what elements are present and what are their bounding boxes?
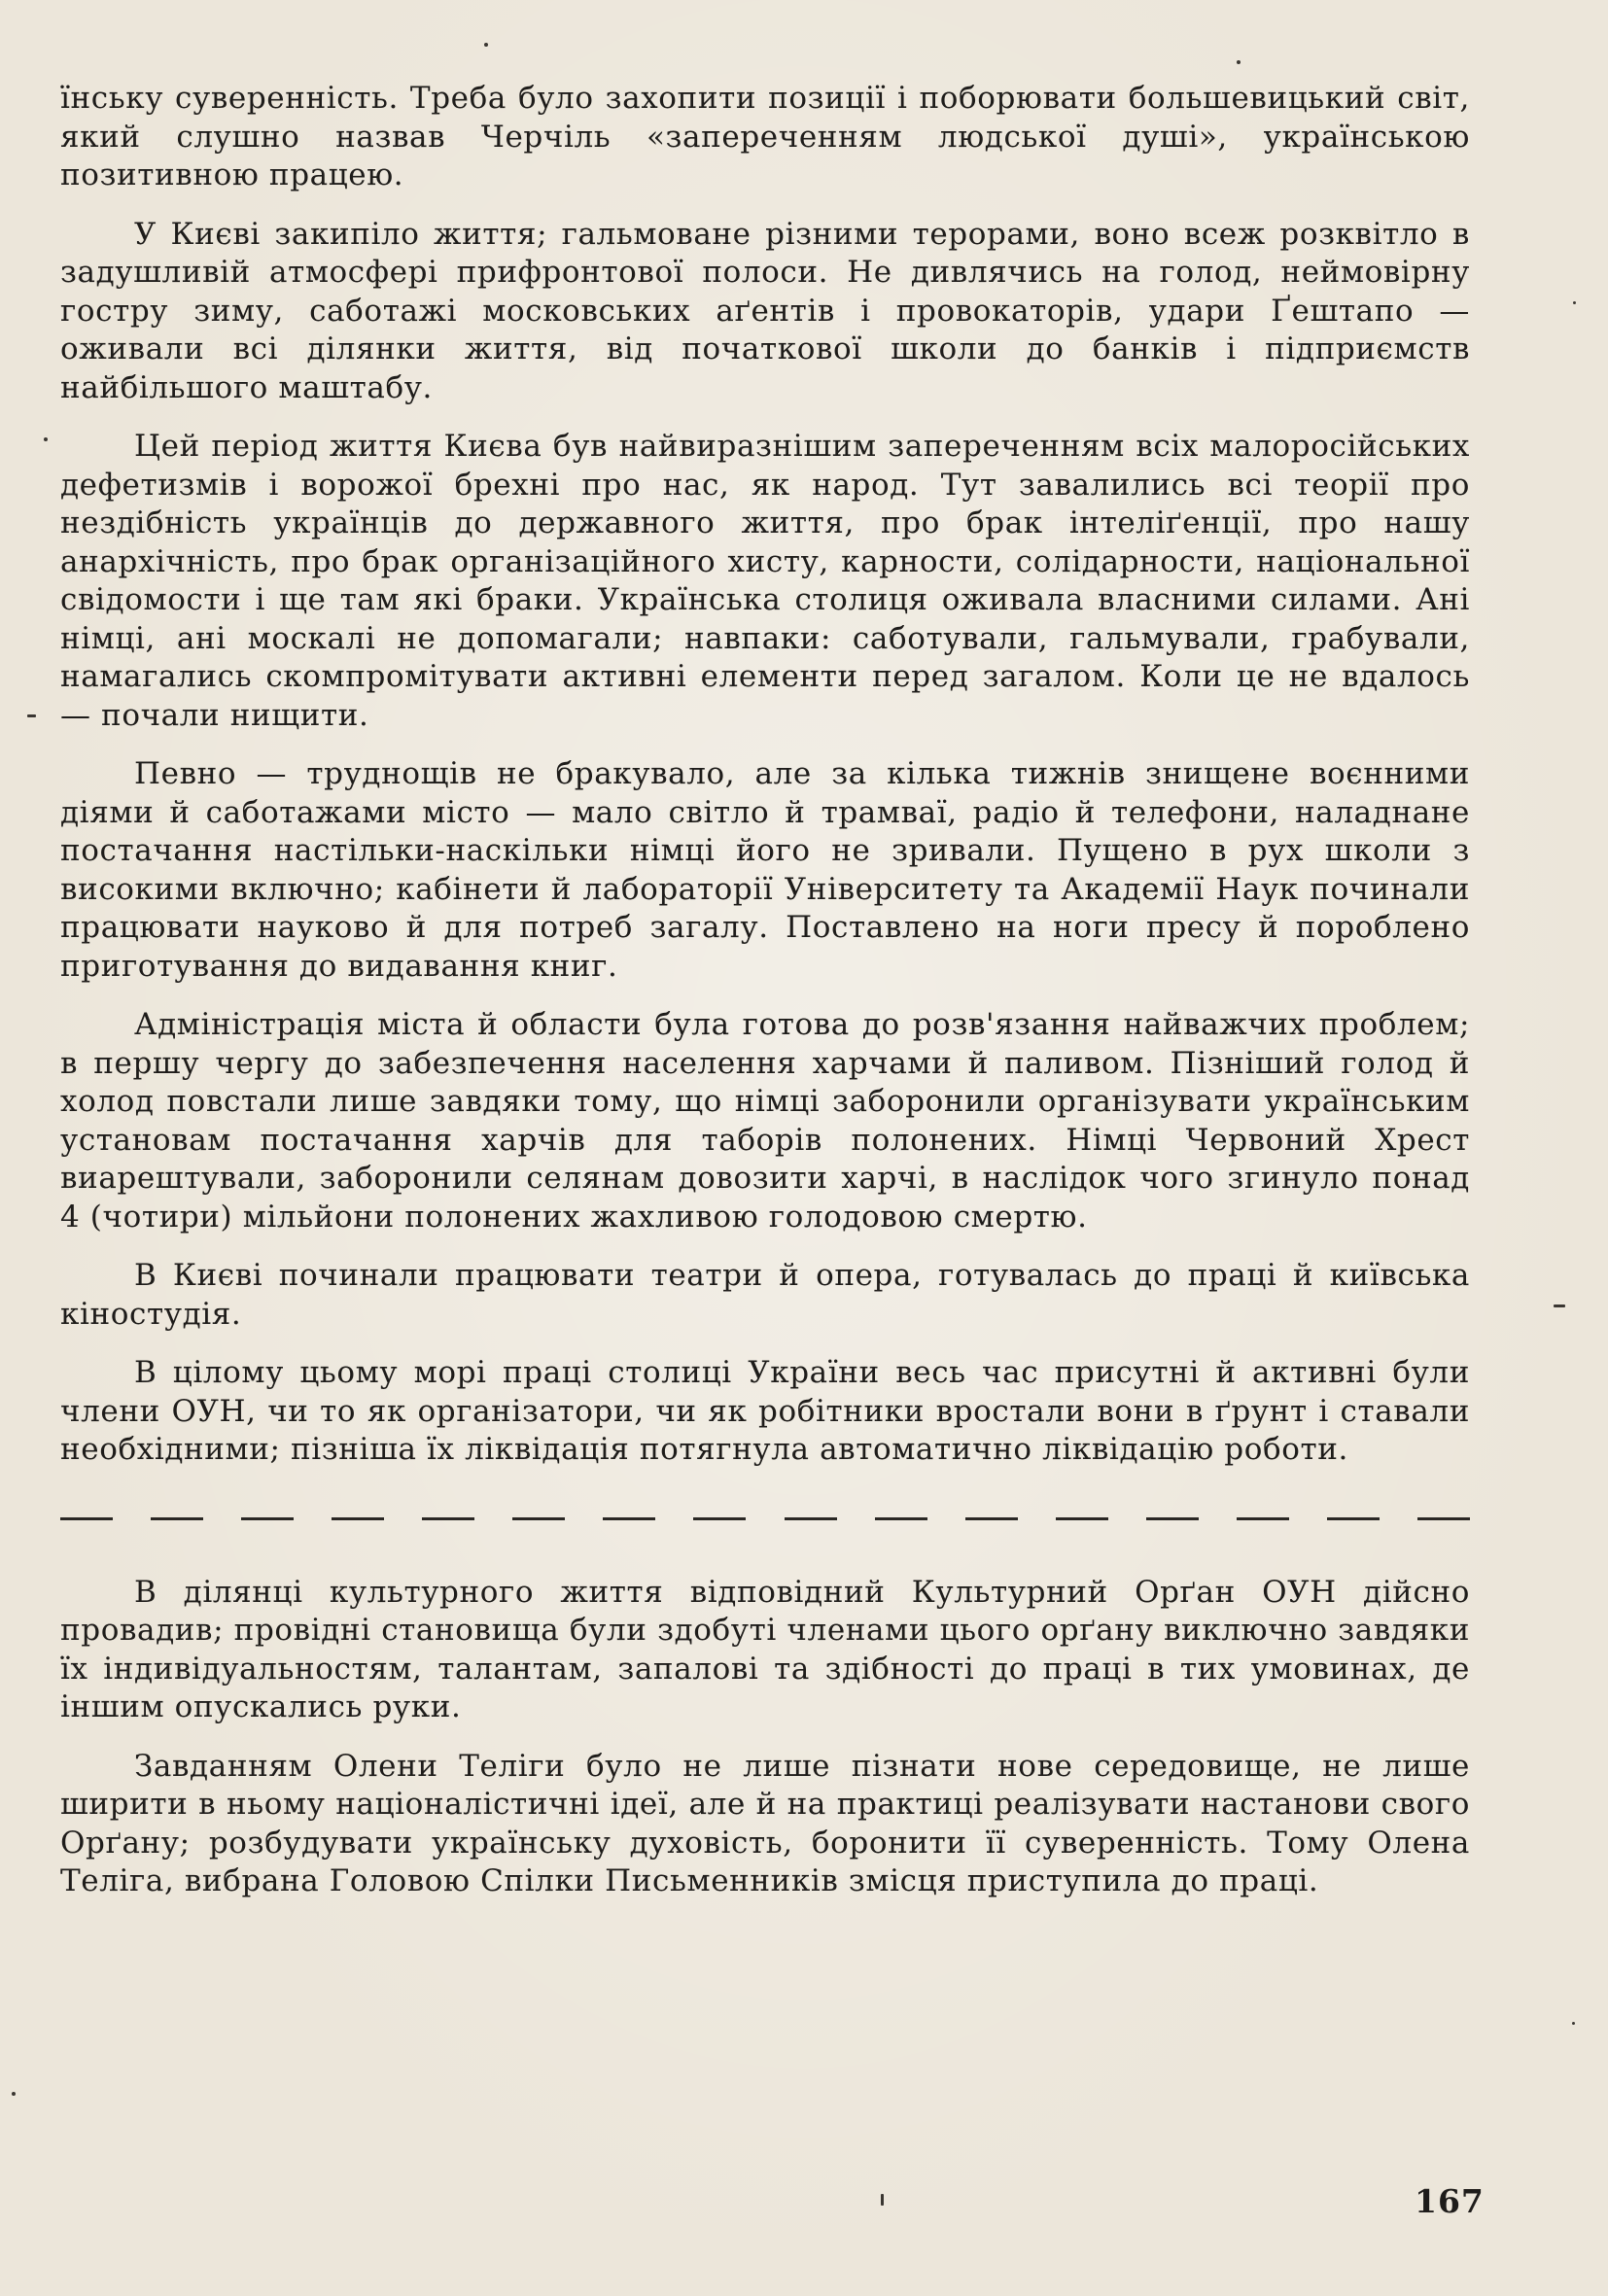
paper-speck [1572,2022,1575,2025]
page-number: 167 [1415,2182,1485,2220]
paragraph-5: Адміністрація міста й области була готова до розв'язання найважчих проблем; в першу чергу до забезпечення населення харчами й паливом. Пізніший голод й холод повстали лише завдяки тому, що німці заборонили організувати українським установам постачання харчів для таборів полонених. Німці Червоний Хрест виарештували, заборонили селянам довозити харчі, в наслідок чого згинуло понад 4 (чотири) мільйони полонених жахливою голодовою смертю. [60,1007,1470,1235]
paragraph-2: У Києві закипіло життя; гальмоване різними терорами, воно всеж розквітло в задушливій атмосфері прифронтової полоси. Не дивлячись на голод, неймовірну гостру зиму, саботажі московських аґентів і провокаторів, удари Ґештапо — оживали всі ділянки життя, від початкової школи до банків і підприємств найбільшого маштабу. [60,216,1470,405]
separator-dash [1237,1517,1289,1520]
paper-speck [27,714,36,717]
paragraph-3: Цей період життя Києва був найвиразнішим запереченням всіх малоросійських дефетизмів і ворожої брехні про нас, як народ. Тут завалились всі теорії про нездібність українців до державного життя, про брак інтеліґенції, про нашу анархічність, про брак організаційного хисту, карности, солідарности, національної свідомости і ще там які браки. Українська столиця оживала власними силами. Ані німці, ані москалі не допомагали; навпаки: саботували, гальмували, грабували, намагались скомпромітувати активні елементи перед загалом. Коли це не вдалось — почали нищити. [60,429,1470,733]
separator-dash [1327,1517,1380,1520]
separator-dash [422,1517,474,1520]
separator-dash [241,1517,294,1520]
section-separator [60,1490,1470,1548]
paragraph-1: їнську суверенність. Треба було захопити позиції і поборювати большевицький світ, який слушно назвав Черчіль «запереченням людської душі», українською позитивною працею. [60,81,1470,192]
separator-dash [332,1517,384,1520]
paper-speck [1554,1305,1565,1307]
page-body [60,80,1470,1922]
separator-dash [693,1517,746,1520]
paragraph-6: В Києві починали працювати театри й опера, готувалась до праці й київська кіностудія. [60,1258,1470,1332]
separator-dash [512,1517,565,1520]
paper-speck [1573,301,1576,304]
paper-speck [44,437,48,441]
separator-dash [1417,1517,1470,1520]
separator-dash [151,1517,203,1520]
separator-dash [875,1517,927,1520]
paper-speck [12,2092,16,2096]
paragraph-8: В ділянці культурного життя відповідний Культурний Орґан ОУН дійсно провадив; провідні становища були здобуті членами цього орґану виключно завдяки їх індивідуальностям, талантам, запалові та здібності до праці в тих умовинах, де іншим опускались руки. [60,1574,1470,1724]
separator-dash [1056,1517,1108,1520]
separator-dash [60,1517,113,1520]
paper-speck [1237,60,1241,64]
paragraph-9: Завданням Олени Теліги було не лише пізнати нове середовище, не лише ширити в ньому націоналістичні ідеї, але й на практиці реалізувати настанови свого Орґану; розбудувати українську духовість, боронити її суверенність. Тому Олена Теліга, вибрана Головою Спілки Письменників змісця приступила до праці. [60,1748,1470,1898]
paragraph-7: В цілому цьому морі праці столиці України весь час присутні й активні були члени ОУН, чи то як організатори, чи як робітники вростали вони в ґрунт і ставали необхідними; пізніша їх ліквідація потягнула автоматично ліквідацію роботи. [60,1355,1470,1467]
separator-dash [785,1517,837,1520]
separator-dash [965,1517,1018,1520]
paper-speck [881,2194,884,2206]
separator-dash [603,1517,655,1520]
paper-speck [484,43,488,47]
separator-dash [1146,1517,1199,1520]
paragraph-4: Певно — труднощів не бракувало, але за кілька тижнів знищене воєнними діями й саботажами місто — мало світло й трамваї, радіо й телефони, наладнане постачання настільки-наскільки німці його не зривали. Пущено в рух школи з високими включно; кабінети й лабораторії Університету та Академії Наук починали працювати науково й для потреб загалу. Поставлено на ноги пресу й пороблено приготування до видавання книг. [60,756,1470,984]
